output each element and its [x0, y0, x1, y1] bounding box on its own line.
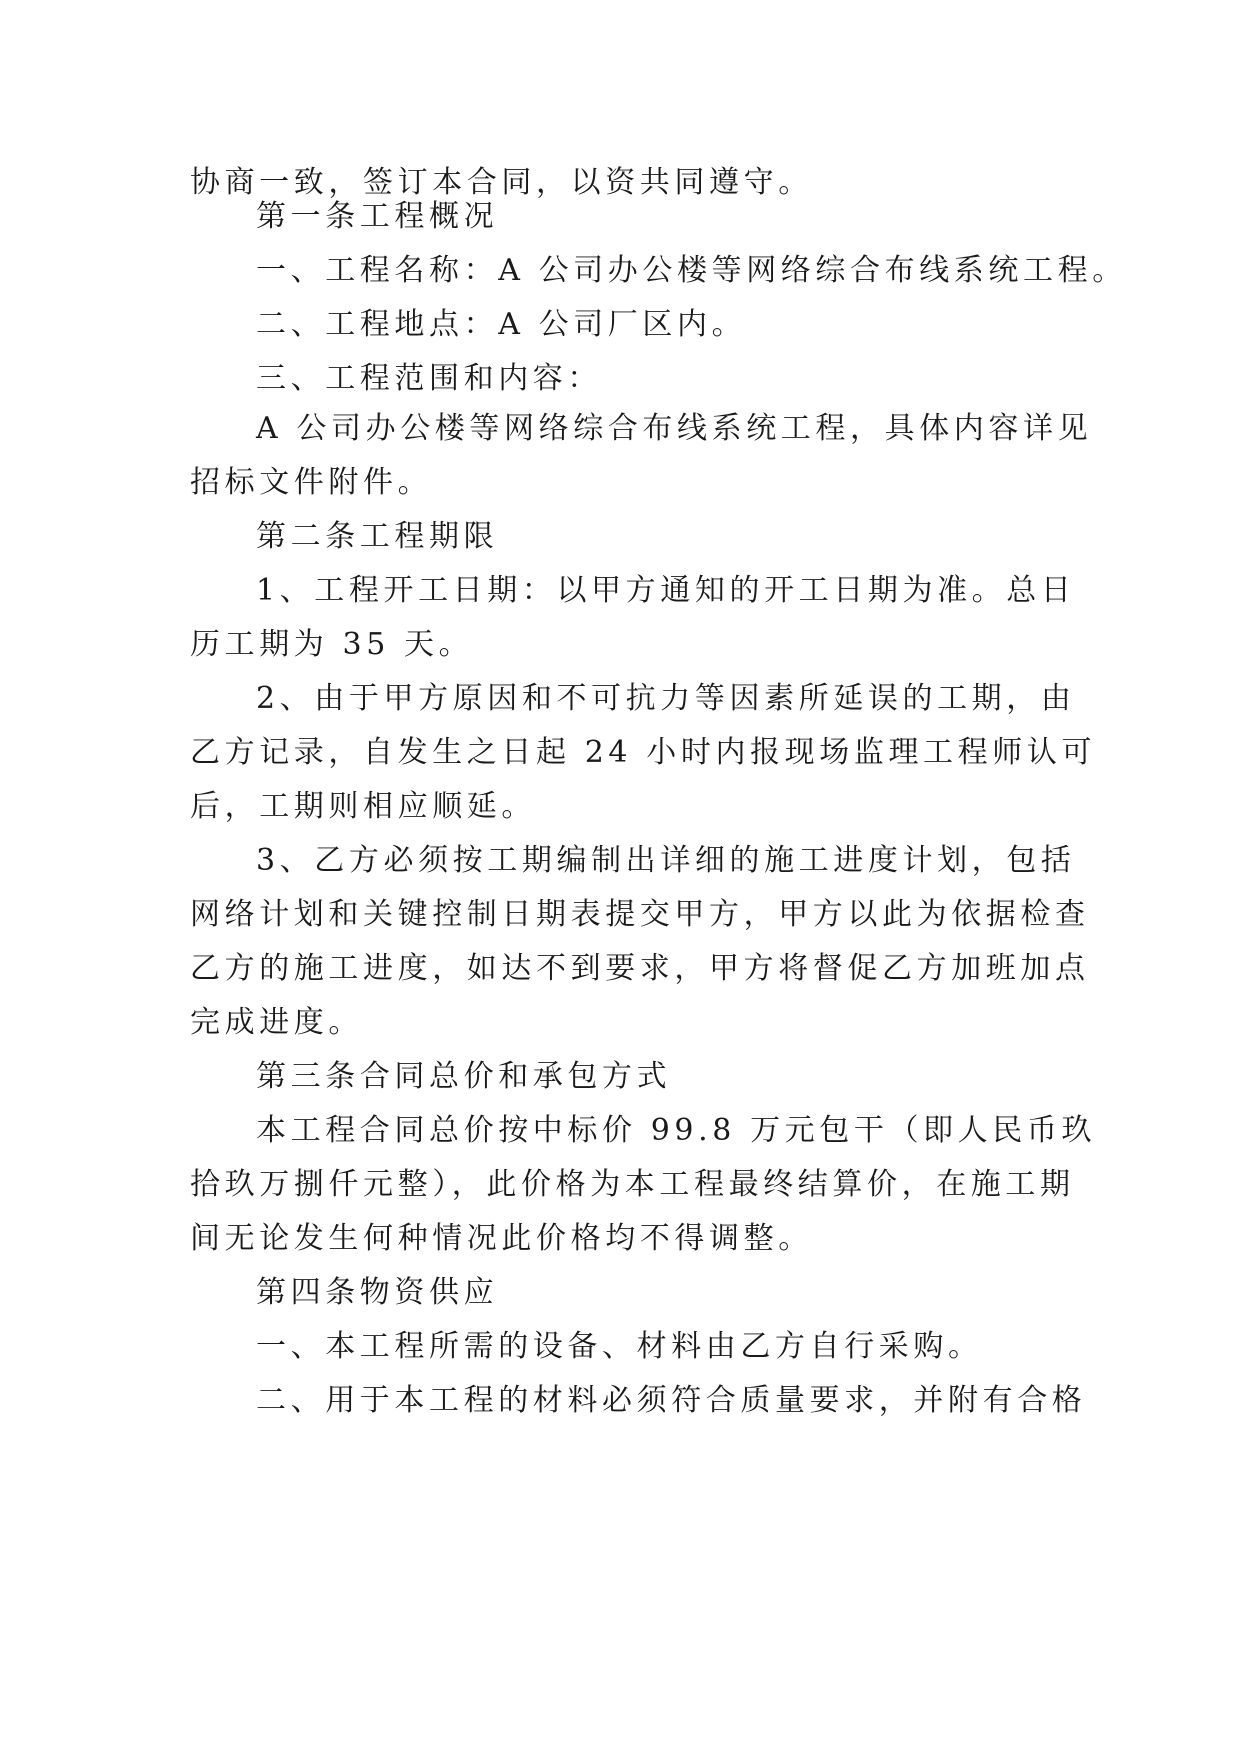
text-line: 乙方的施工进度，如达不到要求，甲方将督促乙方加班加点 [190, 951, 1090, 986]
text-line: 一、工程名称：A 公司办公楼等网络综合布线系统工程。 [256, 253, 1127, 288]
text-line: 三、工程范围和内容： [256, 361, 602, 396]
text-line: 网络计划和关键控制日期表提交甲方，甲方以此为依据检查 [190, 897, 1090, 932]
text-line: 一、本工程所需的设备、材料由乙方自行采购。 [256, 1329, 983, 1364]
text-line: A 公司办公楼等网络综合布线系统工程，具体内容详见 [256, 411, 1093, 446]
text-line: 3、乙方必须按工期编制出详细的施工进度计划，包括 [256, 843, 1076, 878]
text-line: 1、工程开工日期：以甲方通知的开工日期为准。总日 [256, 573, 1076, 608]
text-line: 二、用于本工程的材料必须符合质量要求，并附有合格 [256, 1383, 1087, 1418]
text-line: 乙方记录，自发生之日起 24 小时内报现场监理工程师认可 [190, 735, 1097, 770]
text-line: 历工期为 35 天。 [190, 627, 474, 662]
text-line: 拾玖万捌仟元整），此价格为本工程最终结算价，在施工期 [190, 1167, 1075, 1202]
section-heading: 第二条工程期限 [256, 519, 499, 554]
text-line: 2、由于甲方原因和不可抗力等因素所延误的工期，由 [256, 681, 1076, 716]
text-line: 本工程合同总价按中标价 99.8 万元包干（即人民币玖 [256, 1113, 1097, 1148]
text-line: 完成进度。 [190, 1005, 363, 1040]
text-line: 后，工期则相应顺延。 [190, 789, 536, 824]
text-line: 二、工程地点：A 公司厂区内。 [256, 307, 747, 342]
text-line: 间无论发生何种情况此价格均不得调整。 [190, 1221, 813, 1256]
section-heading: 第一条工程概况 [256, 199, 499, 234]
section-heading: 第三条合同总价和承包方式 [256, 1059, 672, 1094]
text-line: 协商一致，签订本合同，以资共同遵守。 [190, 165, 813, 200]
text-line: 招标文件附件。 [190, 465, 433, 500]
section-heading: 第四条物资供应 [256, 1275, 499, 1310]
